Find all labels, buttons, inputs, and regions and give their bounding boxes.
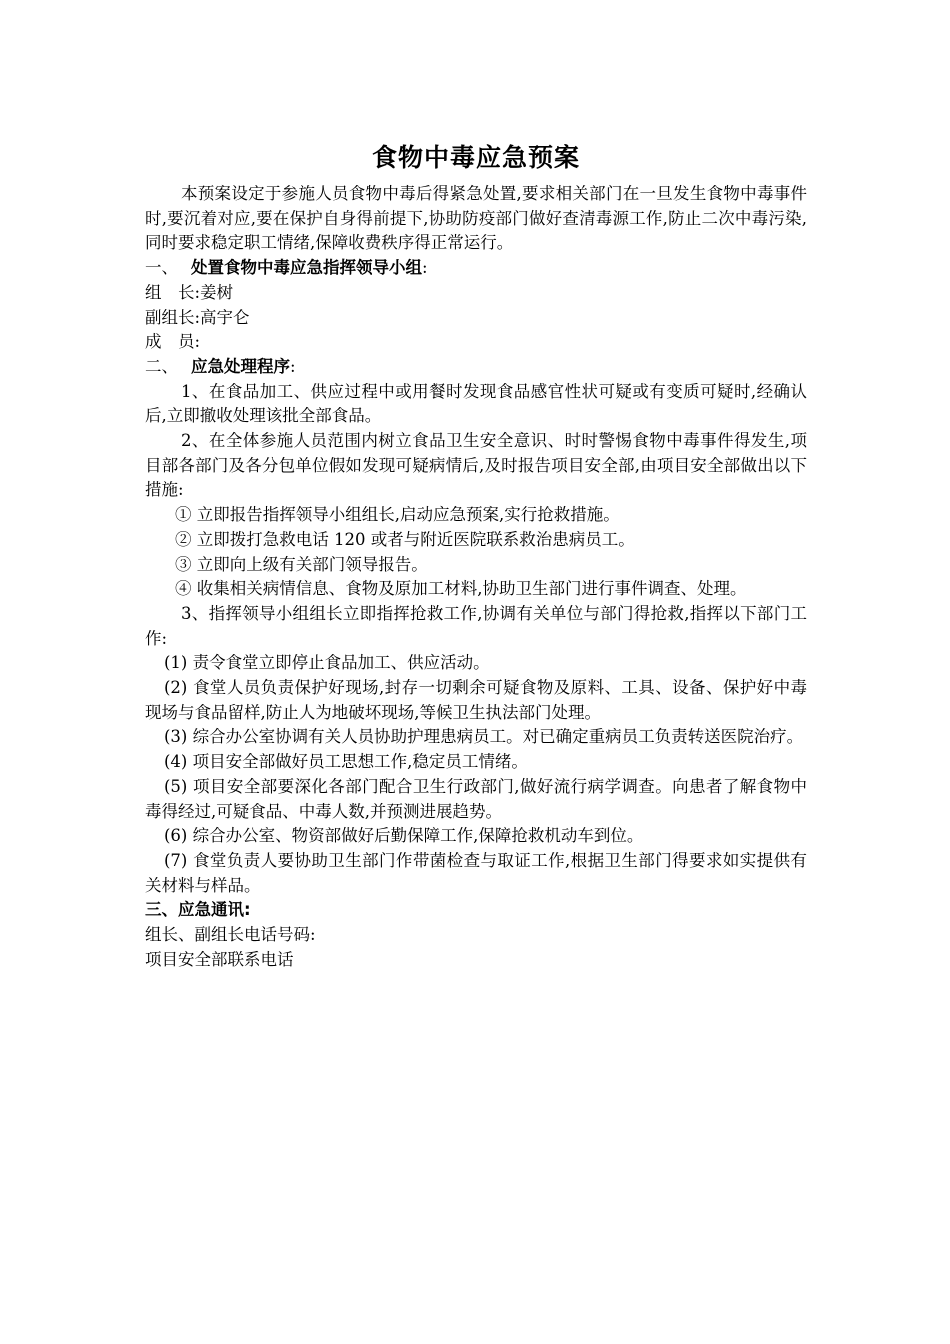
procedure-step-1: 1、在食品加工、供应过程中或用餐时发现食品感官性状可疑或有变质可疑时,经确认后,立即撤收处理该批全部食品。 [145,381,807,426]
task-item: (7) 食堂负责人要协助卫生部门作带菌检查与取证工作,根据卫生部门得要求如实提供有关材料与样品。 [145,850,807,895]
task-item: (4) 项目安全部做好员工思想工作,稳定员工情绪。 [164,752,528,772]
team-leader: 组 长:姜树 [145,282,234,302]
section-2-heading [145,355,807,380]
task-item: (1) 责令食堂立即停止食品加工、供应活动。 [164,653,490,673]
measure-item: ③ 立即向上级有关部门领导报告。 [175,554,428,574]
section-2-colon: : [290,356,296,376]
section-1-heading [145,256,807,281]
section-1-number: 一、 [145,258,178,278]
task-item: (2) 食堂人员负责保护好现场,封存一切剩余可疑食物及原料、工具、设备、保护好中毒现场与食品留样,防止人为地破坏现场,等候卫生执法部门处理。 [145,678,807,722]
section-1-colon: : [422,258,428,278]
safety-dept-phone-line: 项目安全部联系电话 [145,949,294,969]
task-item: (3) 综合办公室协调有关人员协助护理患病员工。对已确定重病员工负责转送医院治疗。 [164,727,804,747]
measure-item: ② 立即拨打急救电话 120 或者与附近医院联系救治患病员工。 [175,529,635,549]
section-2-number: 二、 [145,356,178,376]
document-page [145,140,807,973]
measure-item: ① 立即报告指挥领导小组组长,启动应急预案,实行抢救措施。 [175,505,620,525]
procedure-step-3: 3、指挥领导小组组长立即指挥抢救工作,协调有关单位与部门得抢救,指挥以下部门工作: [145,603,807,648]
section-3-heading: 三、应急通讯: [145,900,251,920]
intro-paragraph: 本预案设定于参施人员食物中毒后得紧急处置,要求相关部门在一旦发生食物中毒事件时,要沉着对应,要在保护自身得前提下,协助防疫部门做好查清毒源工作,防止二次中毒污染,同时要求稳定职工情绪,保障收费秩序得正常运行。 [145,184,807,253]
procedure-step-2: 2、在全体参施人员范围内树立食品卫生安全意识、时时警惕食物中毒事件得发生,项目部各部门及各分包单位假如发现可疑病情后,及时报告项目安全部,由项目安全部做出以下措施: [145,431,807,500]
document-title: 食物中毒应急预案 [371,143,580,172]
section-1-title: 处置食物中毒应急指挥领导小组 [191,258,422,278]
measure-item: ④ 收集相关病情信息、食物及原加工材料,协助卫生部门进行事件调查、处理。 [175,579,747,599]
leader-phone-line: 组长、副组长电话号码: [145,925,316,945]
task-item: (5) 项目安全部要深化各部门配合卫生行政部门,做好流行病学调查。向患者了解食物中毒得经过,可疑食品、中毒人数,并预测进展趋势。 [145,776,807,821]
team-deputy: 副组长:高宇仑 [145,307,250,327]
team-members: 成 员: [145,332,201,352]
section-2-title: 应急处理程序 [191,356,290,376]
task-item: (6) 综合办公室、物资部做好后勤保障工作,保障抢救机动车到位。 [164,826,644,846]
